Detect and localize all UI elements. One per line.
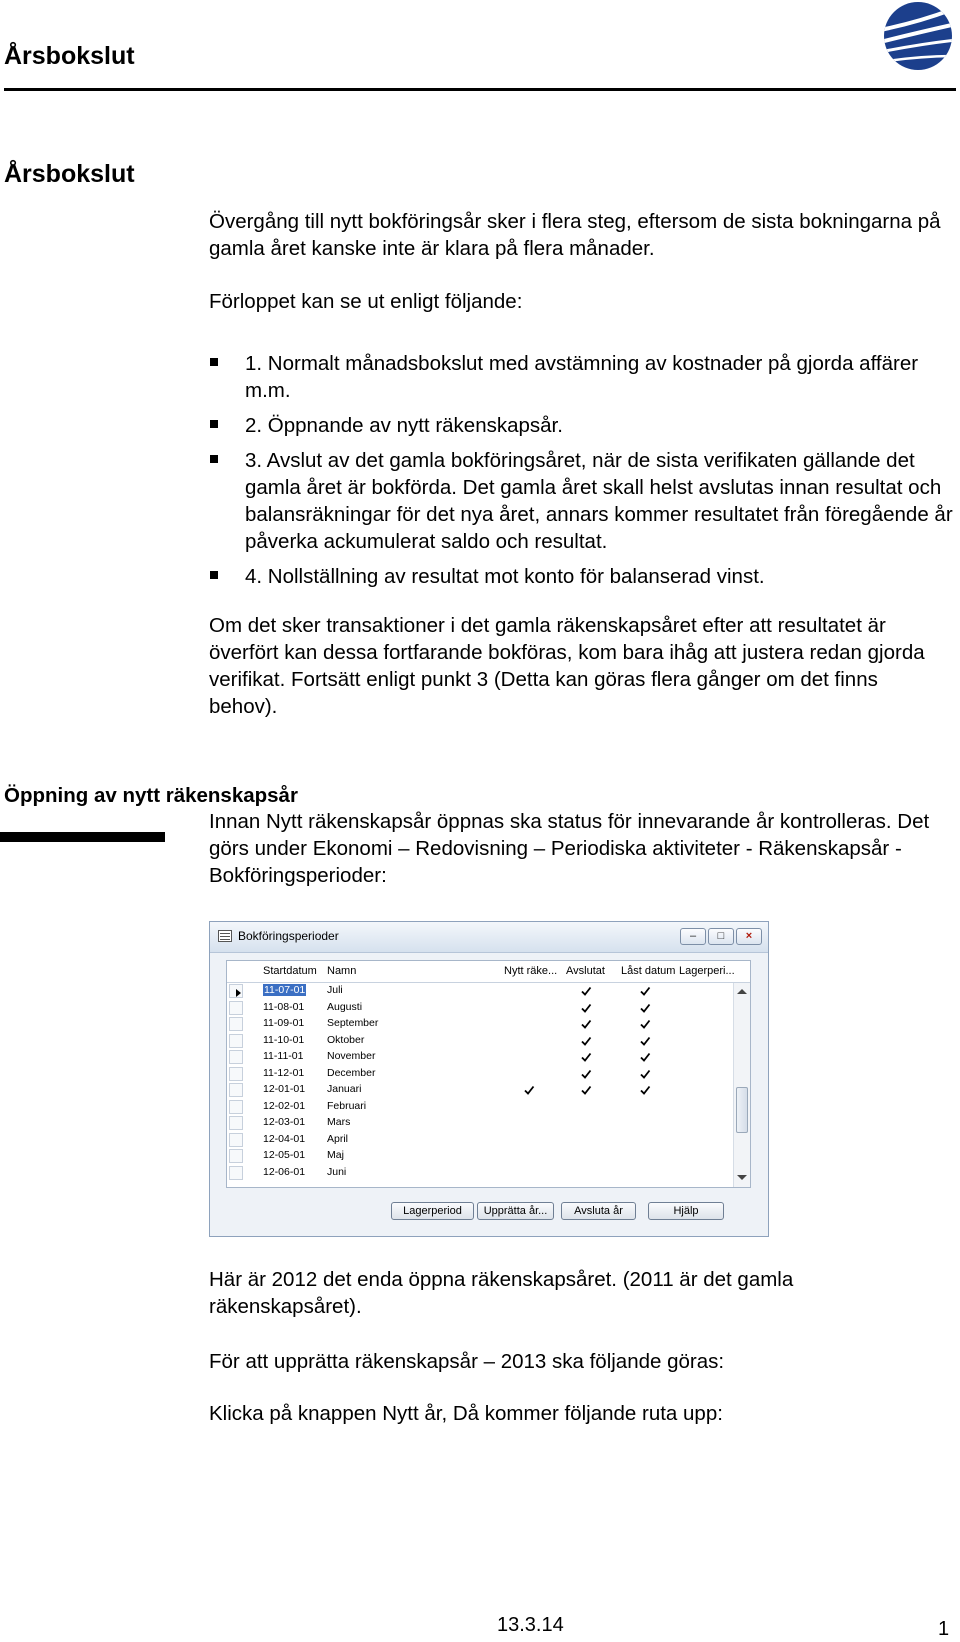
company-logo (880, 0, 955, 72)
step-text: 2. Öppnande av nytt räkenskapsår. (245, 414, 563, 437)
column-header-last-datum[interactable]: Låst datum (621, 965, 676, 977)
column-header-startdatum[interactable]: Startdatum (263, 965, 317, 977)
subsection-paragraph: Innan Nytt räkenskapsår öppnas ska status för innevarande år kontrolleras. Det görs under Ekonomi – Redovisning – Periodiska aktiviteter - Räkenskapsår - Bokföringsperioder: (209, 810, 930, 887)
cell-namn[interactable]: Mars (327, 1116, 351, 1128)
page-header-title: Årsbokslut (4, 42, 135, 70)
cell-startdatum[interactable]: 11-09-01 (263, 1017, 305, 1029)
table-row[interactable] (227, 1165, 732, 1182)
row-selector[interactable] (229, 1116, 243, 1130)
cell-startdatum[interactable]: 11-11-01 (263, 1050, 304, 1062)
section-title: Årsbokslut (4, 160, 135, 188)
bokforingsperioder-window (209, 921, 769, 1237)
upprata-ar-button[interactable]: Upprätta år... (477, 1202, 554, 1220)
window-title: Bokföringsperioder (238, 929, 339, 943)
window-titlebar (210, 922, 768, 953)
table-row[interactable] (227, 1115, 732, 1132)
footer-date: 13.3.14 (497, 1614, 564, 1636)
intro-lead: Förloppet kan se ut enligt följande: (209, 290, 523, 313)
checkmark-icon (639, 985, 651, 997)
cell-startdatum[interactable]: 12-04-01 (263, 1132, 306, 1145)
table-row[interactable] (227, 1049, 732, 1066)
row-selector[interactable] (229, 1133, 243, 1147)
after-steps-paragraph: Om det sker transaktioner i det gamla räkenskapsåret efter att resultatet är överfört kan dessa fortfarande bokföras, kom bara ihåg att justera redan gjorda verifikat. Fortsätt enligt punkt 3 (Detta kan göras flera gånger om det finns behov). (209, 614, 925, 718)
checkmark-icon (639, 1035, 651, 1047)
checkmark-icon (580, 1068, 592, 1080)
window-icon (218, 930, 232, 942)
cell-namn[interactable]: Juli (327, 984, 343, 996)
list-item (209, 447, 954, 555)
avsluta-ar-button[interactable]: Avsluta år (561, 1202, 636, 1220)
step-text: 3. Avslut av det gamla bokföringsåret, när de sista verifikaten gällande det gamla året är bokförda. Det gamla året skall helst avslutas innan resultat och balansräkningar för det nya året, annars kommer resultatet från föregående år påverka ackumulerat saldo och resultat. (245, 449, 953, 553)
checkmark-icon (580, 985, 592, 997)
scroll-down-icon[interactable] (737, 1175, 747, 1180)
checkmark-icon (639, 1051, 651, 1063)
cell-startdatum[interactable]: 11-08-01 (263, 1000, 305, 1013)
scroll-thumb[interactable] (736, 1087, 748, 1133)
cell-startdatum[interactable]: 11-07-01 (264, 984, 306, 996)
checkmark-icon (580, 1002, 592, 1014)
row-selector[interactable] (229, 1017, 243, 1031)
row-selector[interactable] (229, 1034, 243, 1048)
cell-startdatum[interactable]: 12-02-01 (263, 1099, 306, 1112)
instruction-paragraph: För att upprätta räkenskapsår – 2013 ska följande göras: (209, 1350, 725, 1373)
table-row[interactable] (227, 983, 732, 1000)
table-row[interactable] (227, 1099, 732, 1116)
step-text: 4. Nollställning av resultat mot konto för balanserad vinst. (245, 565, 765, 588)
table-row[interactable] (227, 1082, 732, 1099)
bullet-icon (210, 455, 218, 463)
cell-startdatum[interactable]: 11-10-01 (263, 1033, 305, 1046)
cell-namn[interactable]: Oktober (327, 1033, 365, 1046)
step-text: 1. Normalt månadsbokslut med avstämning av kostnader på gjorda affärer m.m. (245, 352, 919, 402)
row-selector[interactable] (229, 1083, 243, 1097)
list-item (209, 350, 954, 404)
lagerperiod-button[interactable]: Lagerperiod (391, 1202, 474, 1220)
column-header-avslutat[interactable]: Avslutat (566, 965, 605, 977)
checkmark-icon (580, 1084, 592, 1096)
periods-table (226, 960, 751, 1188)
intro-paragraph: Övergång till nytt bokföringsår sker i flera steg, eftersom de sista bokningarna på gamla året kanske inte är klara på flera månader. (209, 210, 941, 260)
cell-namn[interactable]: April (327, 1132, 349, 1145)
cell-namn[interactable]: December (327, 1066, 376, 1079)
cell-startdatum[interactable]: 12-01-01 (263, 1083, 306, 1095)
checkmark-icon (580, 1035, 592, 1047)
list-item (209, 412, 954, 439)
row-selector[interactable] (229, 1166, 243, 1180)
column-header-nytt[interactable]: Nytt räke... (504, 965, 558, 977)
checkmark-icon (639, 1084, 651, 1096)
cell-namn[interactable]: Februari (327, 1099, 367, 1112)
header-divider (4, 88, 956, 91)
page-number: 1 (938, 1618, 950, 1640)
column-header-lagerperiod[interactable]: Lagerperi... (679, 965, 735, 977)
table-row[interactable] (227, 1148, 732, 1165)
checkmark-icon (639, 1002, 651, 1014)
row-selector[interactable] (229, 1067, 243, 1081)
cell-startdatum[interactable]: 11-12-01 (263, 1066, 305, 1079)
subsection-title: Öppning av nytt räkenskapsår (4, 784, 298, 807)
cell-startdatum[interactable]: 12-06-01 (263, 1165, 306, 1178)
table-header (227, 961, 750, 983)
bullet-icon (210, 571, 218, 579)
status-paragraph: Här är 2012 det enda öppna räkenskapsåret. (2011 är det gamla räkenskapsåret). (209, 1268, 794, 1318)
close-icon[interactable]: × (736, 928, 762, 945)
table-row[interactable] (227, 1000, 732, 1017)
column-header-namn[interactable]: Namn (327, 965, 357, 977)
bullet-icon (210, 358, 218, 366)
cell-namn[interactable]: Augusti (327, 1000, 363, 1013)
hjalp-button[interactable]: Hjälp (648, 1202, 724, 1220)
cell-namn[interactable]: Maj (327, 1149, 344, 1161)
cell-startdatum[interactable]: 12-03-01 (263, 1116, 306, 1128)
checkmark-icon (580, 1051, 592, 1063)
cell-startdatum[interactable]: 12-05-01 (263, 1149, 306, 1161)
row-selector[interactable] (229, 984, 243, 998)
checkmark-icon (523, 1084, 535, 1096)
row-selector[interactable] (229, 1001, 243, 1015)
vertical-scrollbar[interactable] (733, 983, 751, 1187)
maximize-icon[interactable]: □ (708, 928, 734, 945)
checkmark-icon (639, 1068, 651, 1080)
table-row[interactable] (227, 1033, 732, 1050)
minimize-icon[interactable]: – (680, 928, 706, 945)
checkmark-icon (639, 1018, 651, 1030)
cell-namn[interactable]: Juni (327, 1165, 347, 1178)
row-selector[interactable] (229, 1050, 243, 1064)
current-row-arrow-icon (236, 989, 241, 997)
click-instruction-paragraph: Klicka på knappen Nytt år, Då kommer följande ruta upp: (209, 1402, 723, 1425)
row-selector[interactable] (229, 1100, 243, 1114)
cell-namn[interactable]: November (327, 1050, 376, 1062)
row-selector[interactable] (229, 1149, 243, 1163)
table-row[interactable] (227, 1066, 732, 1083)
bullet-icon (210, 420, 218, 428)
checkmark-icon (580, 1018, 592, 1030)
table-row[interactable] (227, 1132, 732, 1149)
cell-namn[interactable]: Januari (327, 1083, 362, 1095)
steps-list (209, 350, 954, 598)
scroll-up-icon[interactable] (737, 989, 747, 994)
subsection-marker (0, 832, 165, 842)
cell-namn[interactable]: September (327, 1017, 379, 1029)
table-row[interactable] (227, 1016, 732, 1033)
list-item (209, 563, 954, 590)
